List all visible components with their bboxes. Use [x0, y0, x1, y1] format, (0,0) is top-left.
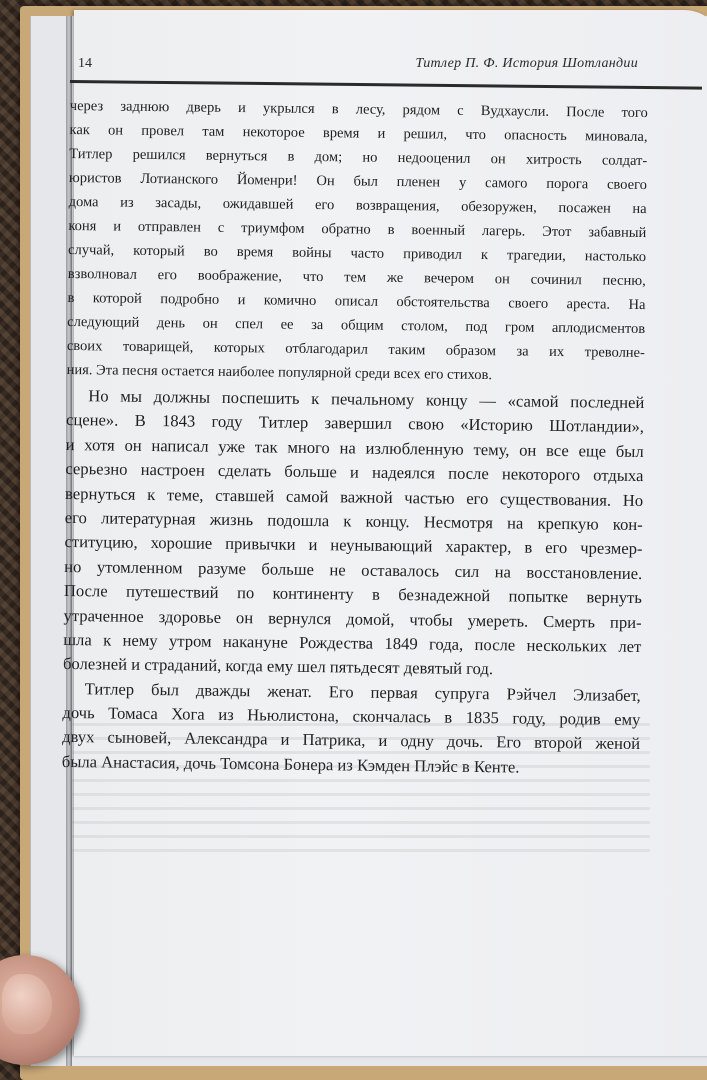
text-line: следующий день он спел ее за общим столом, под гром аплодисментов: [67, 313, 646, 338]
body-text: [62, 94, 670, 782]
show-through-text: [70, 712, 650, 982]
text-line: и хотя он написал уже так много на излюбленную тему, он все еще был: [65, 434, 644, 461]
text-line: болезней и страданий, когда ему шел пятьдесят девятый год.: [62, 654, 494, 679]
paragraph-1: [66, 94, 669, 389]
text-line: Титлер был дважды женат. Его первая супруга Рэйчел Элизабет,: [84, 678, 641, 705]
text-line: дома из засады, ожидавшей его возвращения, обезоружен, посажен на: [68, 193, 647, 218]
text-line: Но мы должны поспешить к печальному концу — «самой последней: [88, 386, 645, 413]
text-line: была Анастасия, дочь Томсона Бонера из Кэмден Плэйс в Кенте.: [61, 751, 520, 777]
text-line: через заднюю дверь и укрылся в лесу, рядом с Вудхаусли. После того: [69, 97, 648, 122]
text-line: коня и отправлен с триумфом обратно в военный лагерь. Этот забавный: [68, 217, 647, 242]
text-line: шла к нему утром накануне Рождества 1849 года, после нескольких лет: [63, 629, 642, 656]
text-line: взволновал его воображение, что тем же вечером он сочинил песню,: [67, 265, 646, 290]
text-line: После путешествий по континенту в безнадежной попытке вернуть: [63, 581, 643, 608]
text-line: как он провел там некоторое время и решил, что опасность миновала,: [69, 121, 648, 146]
text-line: серьезно настроен сделать больше и надеялся после некоторого отдыха: [65, 459, 644, 486]
text-line: случай, который во время войны часто приводил к трагедии, настолько: [67, 241, 647, 266]
text-line: но утомленном разуме больше не оставалось сил на восстановление.: [64, 556, 643, 583]
page-number: 14: [78, 56, 92, 71]
text-line: утраченное здоровье он вернулся домой, чтобы умереть. Смерть при-: [63, 605, 642, 632]
thumbnail-highlight: [2, 974, 52, 1034]
text-line: сцене». В 1843 году Титлер завершил свою «Историю Шотландии»,: [65, 410, 645, 437]
running-title: Титлер П. Ф. История Шотландии: [415, 56, 638, 71]
text-line: ституцию, хорошие привычки и неунывающий характер, в его чрезмер-: [64, 532, 643, 559]
text-line: в которой подробно и комично описал обстоятельства своего ареста. На: [67, 289, 646, 314]
text-line: вернуться к теме, ставшей самой важной частью его существования. Но: [65, 483, 644, 510]
text-line: юристов Лотианского Йоменри! Он был пленен у самого порога своего: [68, 169, 648, 194]
text-line: его литературная жизнь подошла к концу. Несмотря на крепкую кон-: [64, 507, 643, 534]
text-line: ния. Эта песня остается наиболее популярной среди всех его стихов.: [66, 361, 493, 384]
paragraph-2: [63, 384, 667, 684]
page-header: [78, 52, 638, 78]
text-line: Титлер решился вернуться в дом; но недооценил он хитрость солдат-: [69, 145, 648, 170]
text-line: своих товарищей, которых отблагодарил таким образом за их треволне-: [66, 337, 645, 362]
text-line: дочь Томаса Хога из Ньюлистона, скончалась в 1835 году, родив ему: [62, 703, 641, 730]
text-line: двух сыновей, Александра и Патрика, и одну дочь. Его второй женой: [62, 727, 641, 754]
